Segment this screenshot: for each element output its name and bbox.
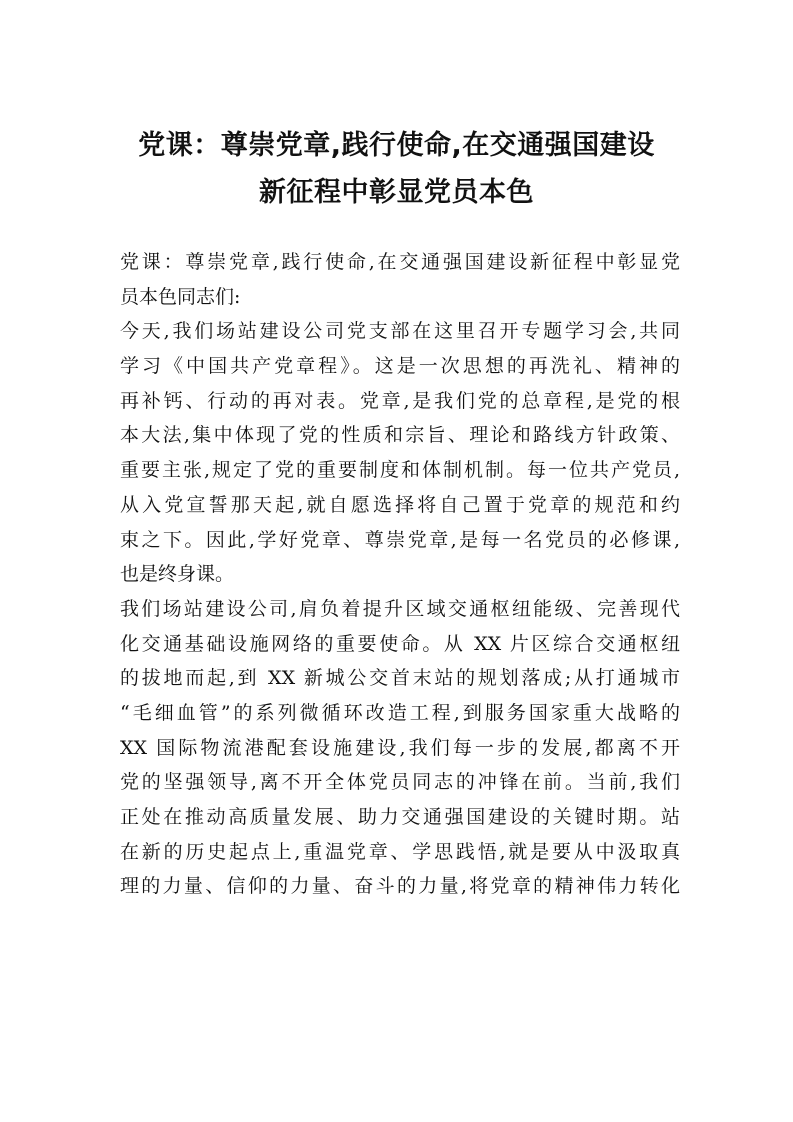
text-line: 理的力量、信仰的力量、奋斗的力量,将党章的精神伟力转化 (120, 875, 680, 898)
paragraph-greeting (120, 245, 680, 314)
text-line: 在新的历史起点上,重温党章、学思践悟,就是要从中汲取真 (120, 840, 680, 863)
paragraph-company (120, 592, 680, 904)
title-line: 党课：尊崇党章,践行使命,在交通强国建设 (138, 130, 655, 161)
text-line: 化交通基础设施网络的重要使命。从 XX 片区综合交通枢纽 (120, 632, 680, 655)
text-line: 也是终身课。 (120, 563, 235, 586)
text-line: 再补钙、行动的再对表。党章,是我们党的总章程,是党的根 (120, 389, 680, 412)
text-line: “毛细血管”的系列微循环改造工程,到服务国家重大战略的 (120, 701, 680, 724)
text-line: XX 国际物流港配套设施建设,我们每一步的发展,都离不开 (120, 736, 680, 759)
text-line: 学习《中国共产党章程》。这是一次思想的再洗礼、精神的 (120, 355, 680, 378)
text-line: 本大法,集中体现了党的性质和宗旨、理论和路线方针政策、 (120, 424, 680, 447)
text-line: 的拔地而起,到 XX 新城公交首末站的规划落成;从打通城市 (120, 667, 680, 690)
text-line: 我们场站建设公司,肩负着提升区域交通枢纽能级、完善现代 (120, 597, 680, 620)
text-line: 党课：尊崇党章,践行使命,在交通强国建设新征程中彰显党 (120, 251, 680, 273)
text-line: 正处在推动高质量发展、助力交通强国建设的关键时期。站 (120, 806, 680, 828)
document-body (120, 245, 680, 904)
text-line: 今天,我们场站建设公司党支部在这里召开专题学习会,共同 (120, 320, 680, 343)
paragraph-intro (120, 314, 680, 592)
text-line: 束之下。因此,学好党章、尊崇党章,是每一名党员的必修课, (120, 528, 680, 551)
title-line: 新征程中彰显党员本色 (259, 177, 534, 208)
text-line: 从入党宣誓那天起,就自愿选择将自己置于党章的规范和约 (120, 493, 680, 516)
text-line: 重要主张,规定了党的重要制度和体制机制。每一位共产党员, (120, 459, 680, 482)
text-line: 员本色同志们: (120, 285, 241, 308)
text-line: 党的坚强领导,离不开全体党员同志的冲锋在前。当前,我们 (120, 771, 680, 794)
document-title (100, 122, 693, 216)
